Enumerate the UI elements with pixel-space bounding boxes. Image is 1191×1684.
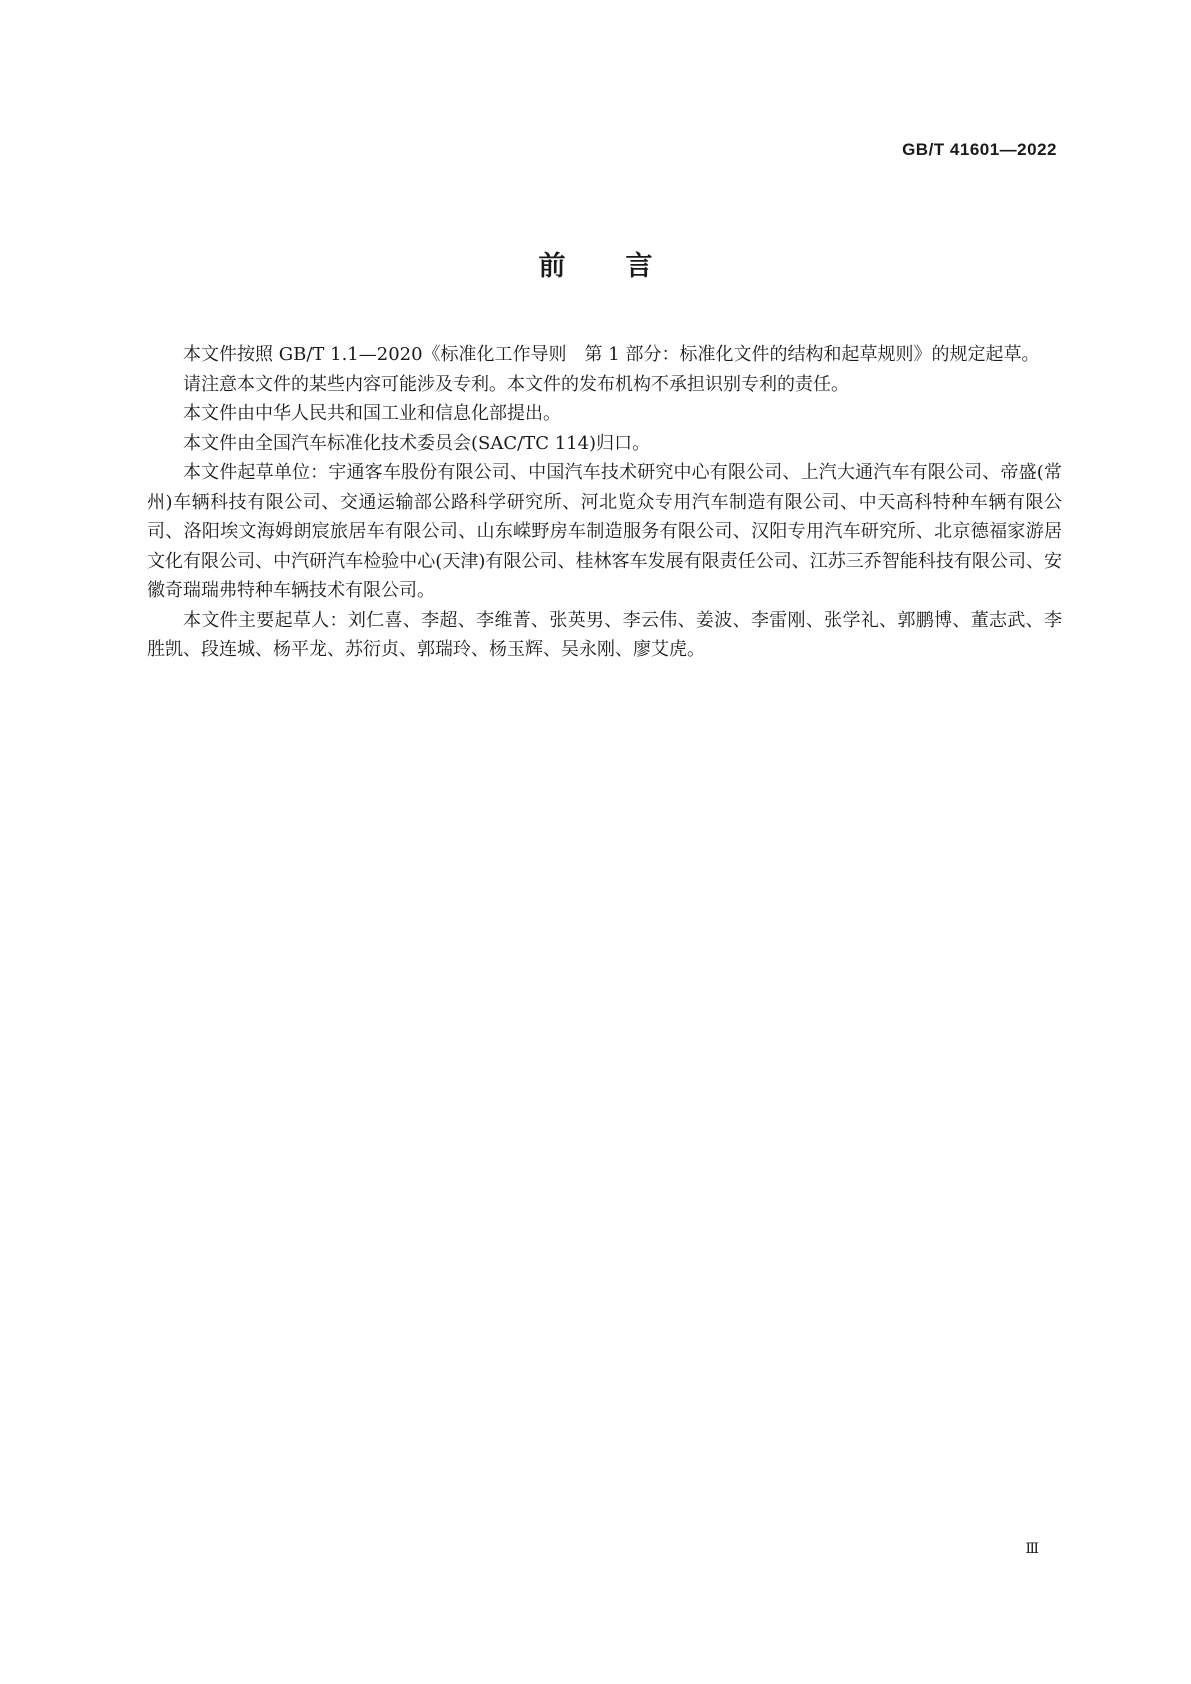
paragraph-drafting-rules: 本文件按照 GB/T 1.1—2020《标准化工作导则 第 1 部分：标准化文件的结构和起草规则》的规定起草。 — [183, 344, 1040, 365]
paragraph-drafters: 本文件主要起草人：刘仁喜、李超、李维菁、张英男、李云伟、姜波、李雷刚、张学礼、郭鹏博、董志武、李胜凯、段连城、杨平龙、苏衍贞、郭瑞玲、杨玉辉、吴永刚、廖艾虎。 — [147, 609, 1062, 660]
paragraph-proposer: 本文件由中华人民共和国工业和信息化部提出。 — [183, 403, 561, 424]
page-number: Ⅲ — [1025, 1541, 1039, 1557]
standard-number: GB/T 41601—2022 — [902, 140, 1057, 159]
page-title: 前言 — [538, 251, 713, 282]
paragraph-committee: 本文件由全国汽车标准化技术委员会(SAC/TC 114)归口。 — [183, 432, 651, 454]
paragraph-patent-notice: 请注意本文件的某些内容可能涉及专利。本文件的发布机构不承担识别专利的责任。 — [183, 373, 849, 395]
preface-body — [147, 340, 1062, 665]
paragraph-drafting-units: 本文件起草单位：宇通客车股份有限公司、中国汽车技术研究中心有限公司、上汽大通汽车有限公司、帝盛(常州)车辆科技有限公司、交通运输部公路科学研究所、河北览众专用汽车制造有限公司、中天高科特种车辆有限公司、洛阳埃文海姆朗宸旅居车有限公司、山东嵘野房车制造服务有限公司、汉阳专用汽车研究所、北京德福家游居文化有限公司、中汽研汽车检验中心(天津)有限公司、桂林客车发展有限责任公司、江苏三乔智能科技有限公司、安徽奇瑞瑞弗特种车辆技术有限公司。 — [147, 462, 1062, 601]
